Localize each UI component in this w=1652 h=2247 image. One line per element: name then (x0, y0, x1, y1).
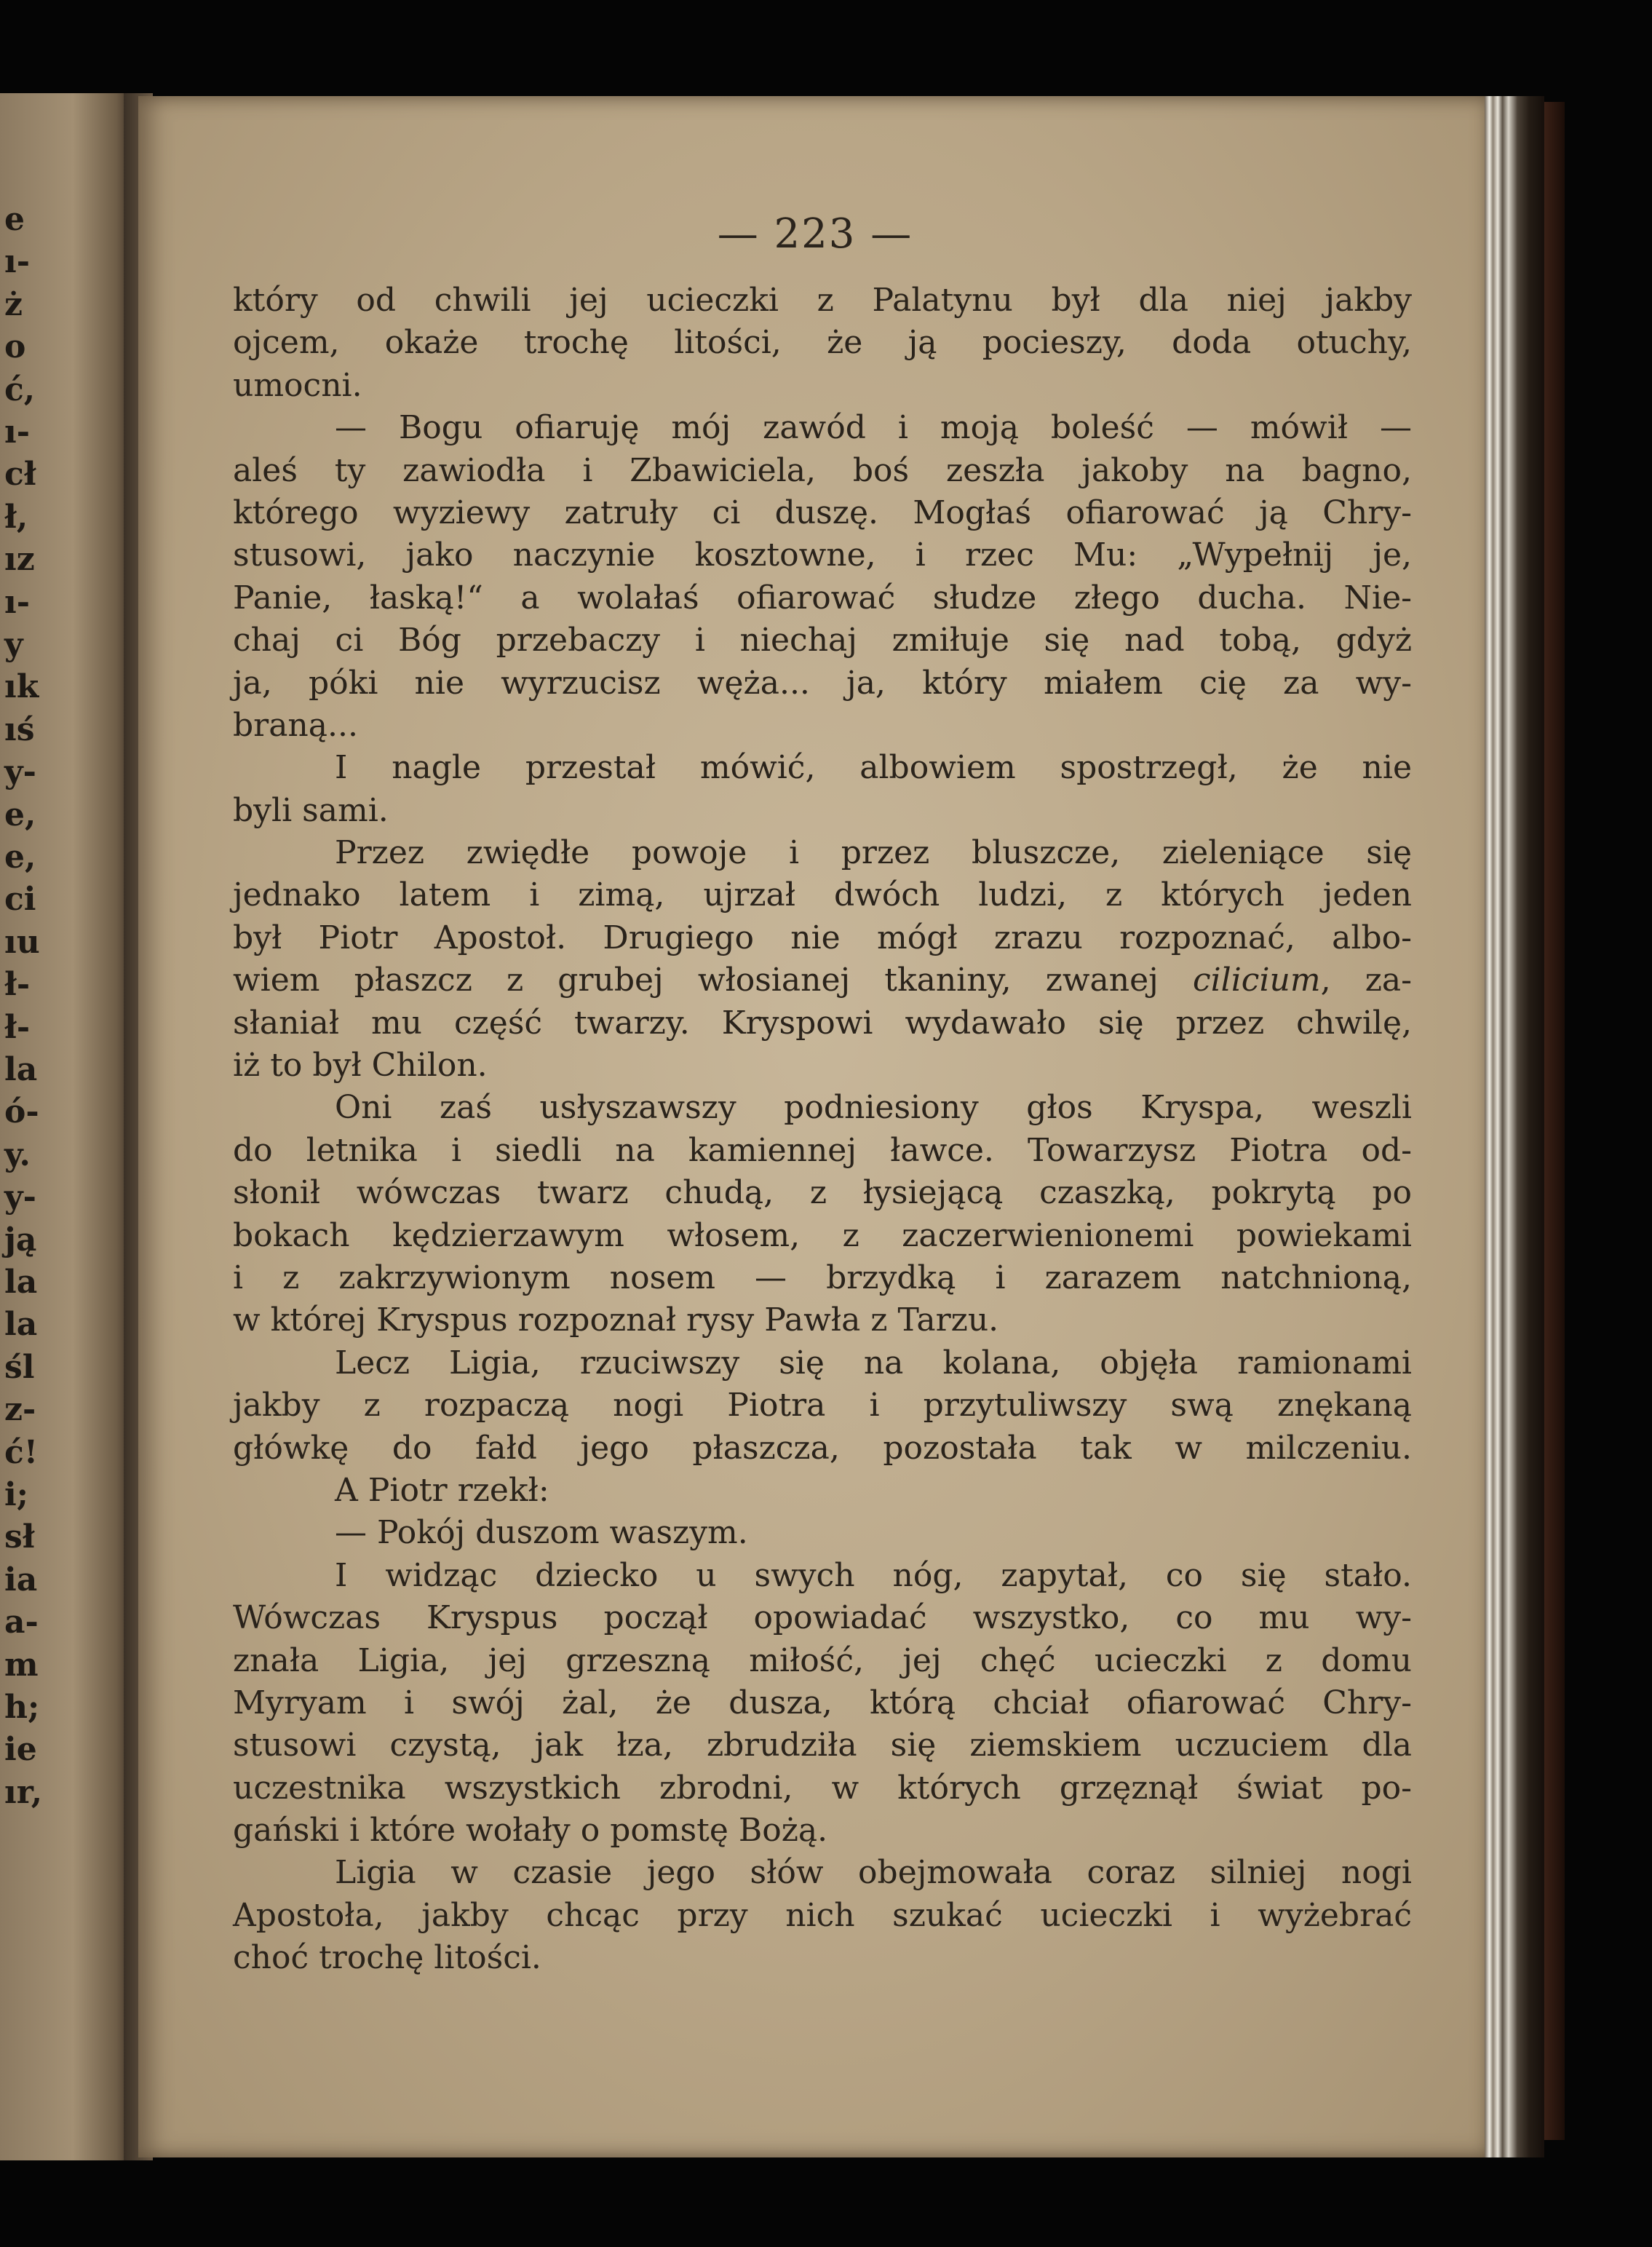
text-line: byli sami. (233, 791, 389, 829)
left-page-fragment: ı- (4, 243, 30, 281)
page-number: — 223 — (717, 210, 913, 258)
text-line: był Piotr Apostoł. Drugiego nie mógł zrazu rozpoznać, albo- (233, 919, 1412, 956)
left-page-fragment: la (4, 1051, 38, 1088)
left-page-fragment: ıu (4, 923, 40, 961)
text-line: w której Kryspus rozpoznał rysy Pawła z Tarzu. (233, 1301, 999, 1339)
left-page-fragment: la (4, 1306, 38, 1344)
left-page-fragment: o (4, 328, 26, 366)
text-line: iż to był Chilon. (233, 1047, 488, 1085)
book-page (138, 96, 1492, 2157)
left-page-fragment: sł (4, 1518, 35, 1556)
text-line: choć trochę litości. (233, 1939, 541, 1977)
italic-term: cilicium (1192, 962, 1321, 999)
text-line: ojcem, okaże trochę litości, że ją pocieszy, doda otuchy, (233, 324, 1412, 362)
left-page-fragment: cł (4, 456, 36, 494)
text-line: jednako latem i zimą, ujrzał dwóch ludzi, z których jeden (233, 876, 1412, 914)
book-cover-edge (1544, 102, 1565, 2140)
left-page-fragment: ją (4, 1221, 37, 1259)
text-line: do letnika i siedli na kamiennej ławce. Towarzysz Piotra od- (233, 1131, 1412, 1169)
text-line: jakby z rozpaczą nogi Piotra i przytuliwszy swą znękaną (233, 1387, 1412, 1424)
left-page-fragment: ci (4, 881, 36, 919)
text-line: A Piotr rzekł: (335, 1471, 549, 1509)
text-line: braną... (233, 706, 358, 744)
left-page-edge (0, 93, 132, 2160)
left-page-fragment: ć! (4, 1433, 39, 1471)
text-line: słaniał mu część twarzy. Kryspowi wydawało się przez chwilę, (233, 1004, 1412, 1042)
text-line: który od chwili jej ucieczki z Palatynu był dla niej jakby (233, 282, 1412, 319)
left-page-fragment: e, (4, 796, 36, 833)
text-line: gański i które wołały o pomstę Bożą. (233, 1812, 828, 1850)
left-page-fragment: ó- (4, 1093, 39, 1131)
text-line: Oni zaś usłyszawszy podniesiony głos Kryspa, weszli (335, 1089, 1412, 1127)
text-line: aleś ty zawiodła i Zbawiciela, boś zeszła jakoby na bagno, (233, 451, 1412, 489)
text-line: stusowi, jako naczynie kosztowne, i rzec Mu: „Wypełnij je, (233, 536, 1412, 574)
text-line: chaj ci Bóg przebaczy i niechaj zmiłuje się nad tobą, gdyż (233, 622, 1412, 659)
left-page-fragment: ı- (4, 413, 30, 451)
left-page-fragment: śl (4, 1348, 35, 1386)
text-line: Myryam i swój żal, że dusza, którą chciał ofiarować Chry- (233, 1684, 1412, 1721)
text-line: — Pokój duszom waszym. (335, 1514, 748, 1552)
left-page-fragment: ł- (4, 966, 31, 1004)
text-line: Wówczas Kryspus począł opowiadać wszystko, co mu wy- (233, 1599, 1412, 1637)
left-page-fragment: m (4, 1646, 39, 1684)
left-page-fragment: z- (4, 1391, 36, 1429)
text-line: którego wyziewy zatruły ci duszę. Mogłaś ofiarować ją Chry- (233, 494, 1412, 531)
left-page-fragment: i; (4, 1476, 28, 1513)
text-line: bokach kędzierzawym włosem, z zaczerwienionemi powiekami (233, 1216, 1412, 1254)
text-line: główkę do fałd jego płaszcza, pozostała tak w milczeniu. (233, 1429, 1412, 1467)
left-page-fragment: ł- (4, 1008, 31, 1046)
text-line: Przez zwiędłe powoje i przez bluszcze, zieleniące się (335, 834, 1412, 872)
text-line-with-italic (233, 959, 1412, 1002)
text-line: — Bogu ofiaruję mój zawód i moją boleść — mówił — (335, 409, 1412, 447)
left-page-fragment: ık (4, 668, 39, 706)
text-line: Ligia w czasie jego słów obejmowała coraz silniej nogi (335, 1854, 1412, 1892)
text-line: stusowi czystą, jak łza, zbrudziła się ziemskiem uczuciem dla (233, 1727, 1412, 1764)
left-page-fragment: e (4, 201, 25, 238)
page-text (233, 280, 1412, 1980)
text-segment: , za- (1320, 962, 1412, 999)
text-line: Lecz Ligia, rzuciwszy się na kolana, objęła ramionami (335, 1344, 1412, 1382)
text-line: znała Ligia, jej grzeszną miłość, jej chęć ucieczki z domu (233, 1641, 1412, 1679)
text-line: Apostoła, jakby chcąc przy nich szukać ucieczki i wyżebrać (233, 1896, 1412, 1934)
left-page-fragment: y- (4, 1178, 36, 1216)
left-page-fragment: ż (4, 285, 23, 323)
text-line: I nagle przestał mówić, albowiem spostrzegł, że nie (335, 749, 1412, 787)
left-page-fragment: ır, (4, 1773, 43, 1811)
text-line: I widząc dziecko u swych nóg, zapytał, co się stało. (335, 1556, 1412, 1594)
left-page-fragment: ıś (4, 710, 35, 748)
left-page-fragment: ł, (4, 498, 28, 536)
text-line: Panie, łaską!“ a wolałaś ofiarować słudze złego ducha. Nie- (233, 579, 1412, 617)
left-page-fragment: ı- (4, 583, 30, 621)
left-page-fragment: y (4, 626, 23, 663)
left-page-fragment: ć, (4, 370, 36, 408)
left-page-fragment: y- (4, 753, 36, 791)
left-page-fragment: ia (4, 1561, 38, 1598)
text-line: słonił wówczas twarz chudą, z łysiejącą czaszką, pokrytą po (233, 1174, 1412, 1212)
left-page-fragment: e, (4, 839, 36, 876)
left-page-fragment: y. (4, 1136, 31, 1173)
text-line: i z zakrzywionym nosem — brzydką i zarazem natchnioną, (233, 1259, 1412, 1296)
left-page-fragment: ız (4, 541, 35, 579)
text-segment: wiem płaszcz z grubej włosianej tkaniny, zwanej (233, 962, 1159, 999)
left-page-fragment: a- (4, 1604, 39, 1641)
left-page-fragment: ie (4, 1731, 37, 1769)
text-line: umocni. (233, 366, 362, 404)
book-page-edges (1485, 96, 1544, 2157)
left-page-fragment: h; (4, 1689, 40, 1726)
text-line: ja, póki nie wyrzucisz węża... ja, który miałem cię za wy- (233, 664, 1412, 702)
text-line: uczestnika wszystkich zbrodni, w których grzęznął świat po- (233, 1769, 1412, 1807)
left-page-fragment: la (4, 1264, 38, 1301)
